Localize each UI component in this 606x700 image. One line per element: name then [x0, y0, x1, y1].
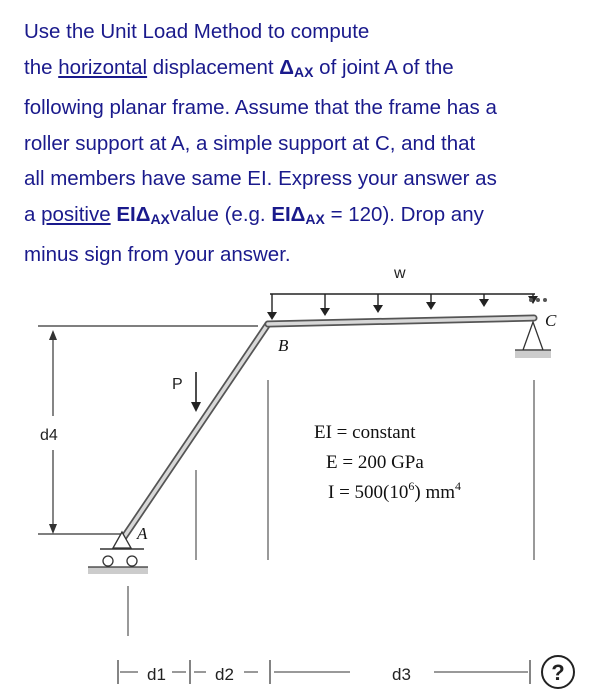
dim-d2-label: d2: [215, 665, 234, 684]
underlined-positive: positive: [41, 202, 111, 226]
extension-lines: [128, 380, 534, 636]
q6-ei2: EIΔ: [271, 202, 306, 226]
joint-b-label: B: [278, 336, 289, 355]
underlined-horizontal: horizontal: [58, 55, 148, 79]
question-line-4: roller support at A, a simple support at C, and that: [24, 131, 476, 155]
q6-pre: a: [24, 202, 42, 226]
load-w-label: w: [394, 265, 406, 282]
q6-mid: value (e.g.: [169, 202, 272, 226]
delta-symbol: Δ: [279, 55, 295, 79]
property-i: [328, 479, 461, 503]
point-load-p-label: P: [172, 376, 183, 393]
joint-a-label: A: [137, 524, 148, 543]
question-line-1: Use the Unit Load Method to compute: [24, 20, 370, 43]
q2-post: displacement: [147, 55, 280, 79]
q2-pre: the: [24, 55, 59, 79]
help-icon[interactable]: [542, 656, 574, 688]
prop-i-unit-exp: 4: [455, 479, 462, 493]
property-e: E = 200 GPa: [326, 452, 424, 473]
prop-i-post: ) mm: [414, 482, 456, 503]
q6-end: = 120). Drop any: [324, 202, 484, 226]
help-icon-glyph[interactable]: ?: [551, 660, 565, 685]
prop-i-exp: 6: [408, 479, 415, 493]
q6-ei: EIΔ: [110, 202, 151, 226]
dim-d3-label: d3: [392, 665, 411, 684]
question-line-3: following planar frame. Assume that the frame has a: [24, 96, 497, 119]
question-line-5: all members have same EI. Express your answer as: [24, 167, 497, 190]
height-label-d4: d4: [40, 427, 58, 444]
q2-end: of joint A of the: [313, 55, 454, 79]
q6-sub: AX: [150, 210, 170, 227]
dim-d1-label: d1: [147, 665, 166, 684]
question-line-7: minus sign from your answer.: [24, 243, 291, 266]
delta-subscript: AX: [294, 63, 314, 80]
bottom-dimension-line: [118, 660, 530, 684]
prop-i-pre: I = 500(10: [328, 482, 409, 503]
property-ei: EI = constant: [314, 422, 416, 443]
joint-c-label: C: [545, 311, 557, 330]
q6-sub2: AX: [305, 210, 325, 227]
